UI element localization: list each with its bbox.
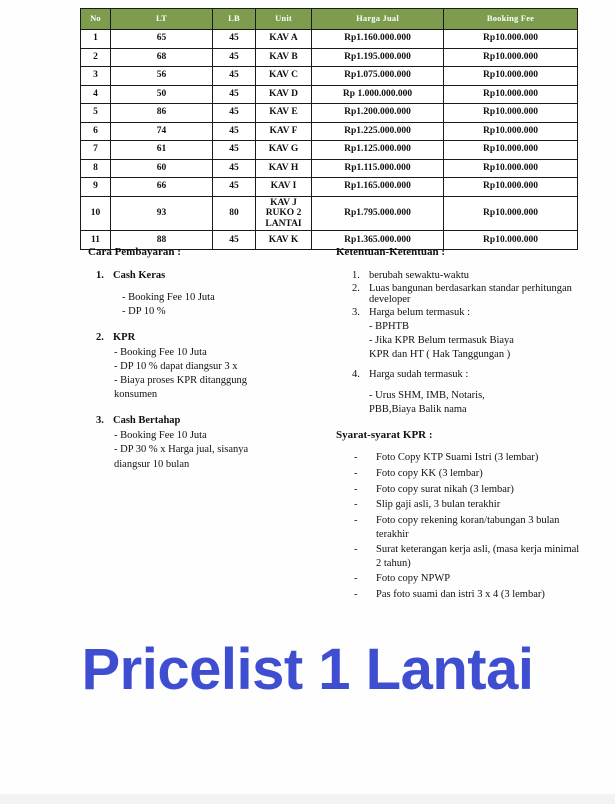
table-body	[81, 30, 578, 250]
payment-method-line: - Booking Fee 10 Juta	[122, 292, 215, 303]
payment-method-marker: 1.	[96, 270, 104, 281]
table-cell-no: 2	[81, 48, 111, 67]
table-cell-lt: 56	[111, 67, 213, 86]
requirement-item-text: Foto Copy KTP Suami Istri (3 lembar)	[376, 452, 539, 464]
payment-method	[88, 415, 313, 471]
table-cell-unit: KAV K	[256, 231, 312, 250]
table-cell-lt: 68	[111, 48, 213, 67]
table-cell-harga: Rp1.365.000.000	[312, 231, 444, 250]
requirement-item-text: Foto copy rekening koran/tabungan 3 bulan terakhir	[376, 514, 560, 540]
terms-sub-line: - BPHTB	[369, 321, 409, 332]
requirement-item	[354, 467, 586, 481]
table-cell-no: 8	[81, 159, 111, 178]
requirement-item-marker: -	[354, 573, 358, 585]
table-cell-no: 5	[81, 104, 111, 123]
page-banner-title: Pricelist 1 Lantai	[81, 637, 534, 702]
table-header-cell: No	[81, 9, 111, 30]
table-cell-no: 10	[81, 196, 111, 231]
payment-method-line: konsumen	[114, 389, 158, 401]
table-cell-lb: 45	[213, 48, 256, 67]
table-cell-lt: 61	[111, 141, 213, 160]
table-cell-booking: Rp10.000.000	[444, 122, 578, 141]
payment-method	[88, 332, 313, 402]
table-cell-booking: Rp10.000.000	[444, 48, 578, 67]
table-cell-lt: 50	[111, 85, 213, 104]
footer-strip	[0, 794, 615, 804]
table-row	[81, 48, 578, 67]
table-cell-unit: KAV B	[256, 48, 312, 67]
table-header-cell: LT	[111, 9, 213, 30]
table-cell-harga: Rp 1.000.000.000	[312, 85, 444, 104]
table-cell-unit: KAV A	[256, 30, 312, 49]
table-row	[81, 67, 578, 86]
requirement-item-text: Foto copy KK (3 lembar)	[376, 467, 483, 479]
table-cell-harga: Rp1.195.000.000	[312, 48, 444, 67]
table-cell-harga: Rp1.125.000.000	[312, 141, 444, 160]
payment-method-name: KPR	[113, 332, 136, 344]
table-row	[81, 196, 578, 231]
terms-sub-line: - Urus SHM, IMB, Notaris,	[369, 390, 485, 402]
requirement-item	[354, 498, 586, 512]
terms-item-marker: 1.	[352, 270, 360, 281]
table-row	[81, 30, 578, 49]
table-row	[81, 159, 578, 178]
payment-method	[88, 270, 313, 319]
terms-item-marker: 2.	[352, 283, 360, 294]
requirement-item	[354, 572, 586, 586]
table-cell-lt: 66	[111, 178, 213, 197]
payment-method-line: diangsur 10 bulan	[114, 458, 190, 470]
table-row	[81, 141, 578, 160]
terms-item	[352, 283, 586, 305]
terms-sub-line: - Jika KPR Belum termasuk Biaya	[369, 335, 514, 347]
table-cell-lb: 45	[213, 67, 256, 86]
table-cell-no: 7	[81, 141, 111, 160]
table-cell-no: 4	[81, 85, 111, 104]
requirement-item	[354, 543, 586, 570]
table-cell-no: 6	[81, 122, 111, 141]
payment-method-line: - Booking Fee 10 Juta	[114, 430, 207, 442]
table-header-cell: Unit	[256, 9, 312, 30]
requirement-item-marker: -	[354, 467, 358, 479]
table-row	[81, 178, 578, 197]
table-cell-unit: KAV G	[256, 141, 312, 160]
table-cell-unit: KAV F	[256, 122, 312, 141]
terms-item-text: berubah sewaktu-waktu	[369, 270, 470, 281]
terms-item-marker: 4.	[352, 369, 360, 381]
table-cell-lt: 60	[111, 159, 213, 178]
table-cell-booking: Rp10.000.000	[444, 67, 578, 86]
table-cell-unit: KAV E	[256, 104, 312, 123]
requirement-item	[354, 483, 586, 497]
payment-method-name: Cash Bertahap	[113, 415, 181, 427]
requirements-list	[336, 451, 586, 601]
terms-list	[336, 270, 586, 417]
table-cell-booking: Rp10.000.000	[444, 231, 578, 250]
table-cell-harga: Rp1.165.000.000	[312, 178, 444, 197]
table-cell-lt: 93	[111, 196, 213, 231]
table-cell-booking: Rp10.000.000	[444, 196, 578, 231]
requirement-item-text: Surat keterangan kerja asli, (masa kerja minimal 2 tahun)	[376, 544, 580, 569]
payment-methods-list	[88, 270, 313, 472]
table-cell-lt: 88	[111, 231, 213, 250]
table-cell-harga: Rp1.160.000.000	[312, 30, 444, 49]
table-cell-harga: Rp1.115.000.000	[312, 159, 444, 178]
table-header-cell: Harga Jual	[312, 9, 444, 30]
table-cell-lb: 45	[213, 122, 256, 141]
table-cell-no: 11	[81, 231, 111, 250]
requirement-item-text: Slip gaji asli, 3 bulan terakhir	[376, 499, 501, 511]
table-cell-unit: KAV D	[256, 85, 312, 104]
payment-method-line: - Booking Fee 10 Juta	[114, 347, 207, 359]
requirement-item	[354, 588, 586, 602]
table-cell-lb: 45	[213, 85, 256, 104]
terms-item	[352, 369, 586, 380]
table-cell-lb: 45	[213, 141, 256, 160]
requirement-item-marker: -	[354, 452, 358, 464]
table-cell-lb: 45	[213, 159, 256, 178]
terms-sub-line: KPR dan HT ( Hak Tanggungan )	[369, 349, 511, 361]
requirement-item-text: Foto copy NPWP	[376, 573, 451, 585]
requirement-item-marker: -	[354, 589, 358, 601]
payment-method-line: - DP 10 % dapat diangsur 3 x	[114, 361, 238, 373]
table-cell-lb: 45	[213, 178, 256, 197]
requirement-item-marker: -	[354, 499, 358, 511]
table-cell-booking: Rp10.000.000	[444, 30, 578, 49]
table-cell-unit: KAV C	[256, 67, 312, 86]
table-header-row	[81, 9, 578, 30]
terms-item-text: Harga belum termasuk :	[369, 307, 470, 318]
requirements-section-title: Syarat-syarat KPR :	[336, 429, 433, 442]
table-header-cell: LB	[213, 9, 256, 30]
table-cell-lt: 65	[111, 30, 213, 49]
terms-item-text: Harga sudah termasuk :	[369, 369, 469, 381]
pricelist-table-container	[80, 8, 577, 250]
table-row	[81, 85, 578, 104]
table-cell-booking: Rp10.000.000	[444, 159, 578, 178]
table-cell-lb: 45	[213, 30, 256, 49]
payment-method-line: - DP 10 %	[122, 306, 166, 318]
table-cell-harga: Rp1.075.000.000	[312, 67, 444, 86]
terms-item-marker: 3.	[352, 307, 360, 318]
table-header	[81, 9, 578, 30]
table-cell-booking: Rp10.000.000	[444, 141, 578, 160]
requirement-item	[354, 514, 586, 541]
requirement-item-text: Pas foto suami dan istri 3 x 4 (3 lembar)	[376, 589, 545, 601]
table-cell-booking: Rp10.000.000	[444, 85, 578, 104]
table-cell-lt: 74	[111, 122, 213, 141]
table-cell-lb: 80	[213, 196, 256, 231]
table-cell-harga: Rp1.795.000.000	[312, 196, 444, 231]
table-cell-unit: KAV H	[256, 159, 312, 178]
requirement-item-marker: -	[354, 544, 358, 556]
table-cell-no: 3	[81, 67, 111, 86]
terms-item	[352, 270, 586, 281]
terms-section	[0, 246, 615, 636]
table-cell-booking: Rp10.000.000	[444, 178, 578, 197]
payment-method-name: Cash Keras	[113, 270, 166, 281]
table-cell-booking: Rp10.000.000	[444, 104, 578, 123]
payment-methods-column	[88, 246, 313, 485]
terms-section-title: Ketentuan-Ketentuan :	[336, 246, 446, 258]
table-header-cell: Booking Fee	[444, 9, 578, 30]
table-cell-unit: KAV I	[256, 178, 312, 197]
requirement-item-text: Foto copy surat nikah (3 lembar)	[376, 483, 514, 495]
table-cell-harga: Rp1.225.000.000	[312, 122, 444, 141]
table-cell-unit: KAV J RUKO 2 LANTAI	[256, 196, 312, 231]
payment-method-line: - DP 30 % x Harga jual, sisanya	[114, 444, 249, 456]
requirement-item	[354, 451, 586, 465]
payment-method-marker: 3.	[96, 415, 104, 427]
requirement-item-marker: -	[354, 483, 358, 495]
table-row	[81, 122, 578, 141]
pricelist-table	[80, 8, 578, 250]
table-cell-lb: 45	[213, 104, 256, 123]
table-cell-no: 9	[81, 178, 111, 197]
payment-section-title: Cara Pembayaran :	[88, 246, 181, 258]
payment-method-marker: 2.	[96, 332, 104, 344]
table-cell-harga: Rp1.200.000.000	[312, 104, 444, 123]
terms-requirements-column	[336, 246, 586, 604]
terms-item-text: Luas bangunan berdasarkan standar perhitungan developer	[369, 283, 572, 305]
table-row	[81, 104, 578, 123]
table-cell-lt: 86	[111, 104, 213, 123]
terms-item	[352, 307, 586, 318]
table-cell-lb: 45	[213, 231, 256, 250]
terms-sub-line: PBB,Biaya Balik nama	[369, 404, 467, 416]
payment-method-line: - Biaya proses KPR ditanggung	[114, 375, 247, 387]
requirement-item-marker: -	[354, 514, 358, 526]
table-cell-no: 1	[81, 30, 111, 49]
